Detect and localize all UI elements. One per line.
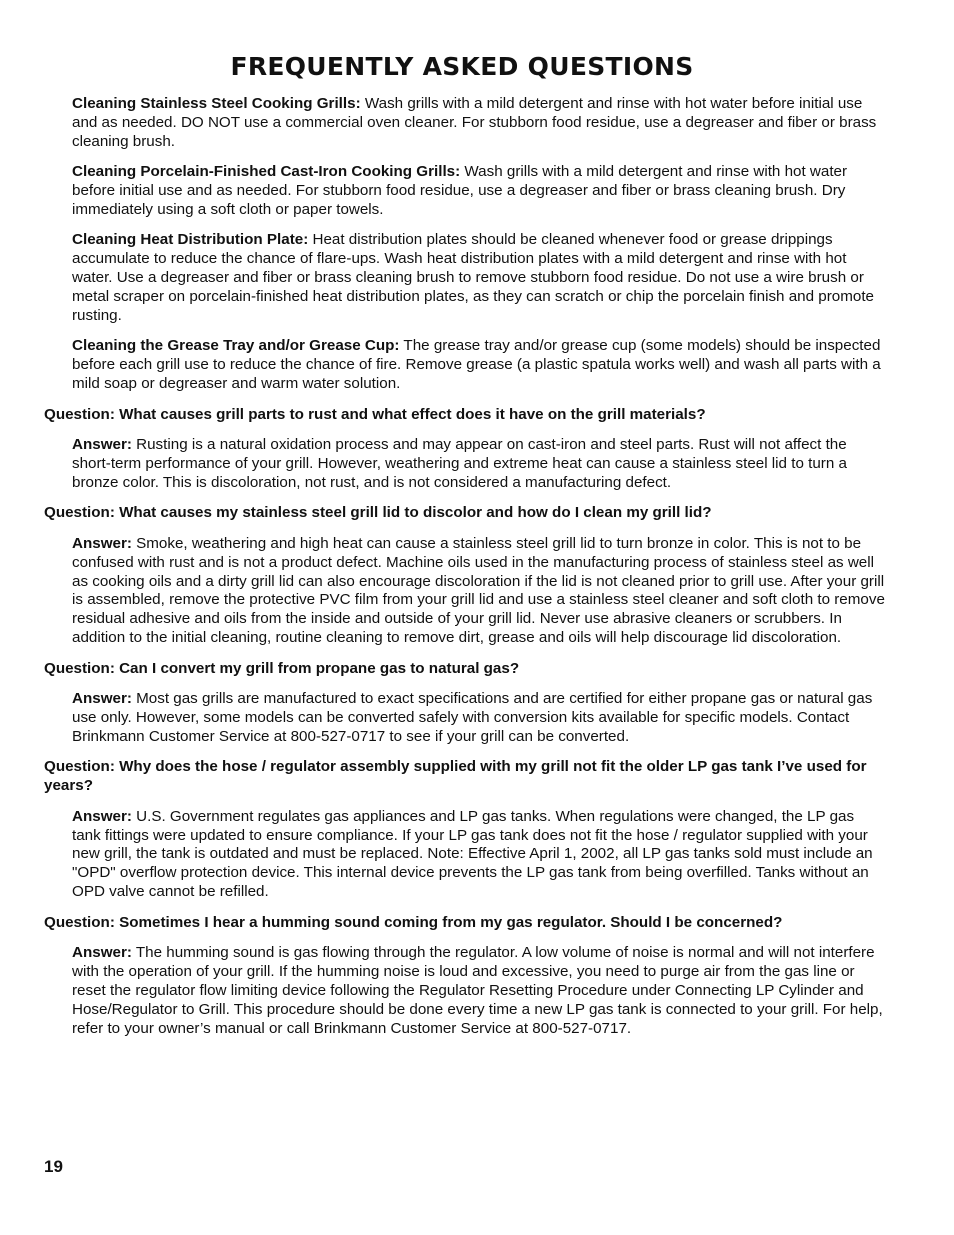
page-number: 19 (44, 1157, 63, 1176)
cleaning-stainless-grills (72, 95, 886, 152)
answer-label: Answer: (72, 534, 132, 552)
paragraph-text: Wash grills with a mild detergent and rinse with hot water before initial use and as needed. DO NOT use a commercial oven cleaner. For stubborn food residue, use a degreaser and fiber or brass cleaning brush. (72, 95, 877, 150)
answer-text: Most gas grills are manufactured to exact specifications and are certified for either propane gas or natural gas use only. However, some models can be converted safely with conversion kits available for specific models. Contact Brinkmann Customer Service at 800-527-0717 to see if your grill can be converted. (72, 690, 873, 745)
answer-text: U.S. Government regulates gas appliances and LP gas tanks. When regulations were changed, the LP gas tank fittings were updated to ensure compliance. If your LP gas tank does not fit the hose / regulator supplied with your new grill, the tank is outdated and must be replaced. Note: Effective April 1, 2002, all LP gas tanks sold must include an "OPD" overflow protection device. This internal device prevents the LP gas tank from being overfilled. Tanks without an OPD valve cannot be refilled. (72, 807, 873, 901)
cleaning-heat-plate (72, 231, 886, 326)
answer-label: Answer: (72, 807, 132, 825)
paragraph-heading: Cleaning Porcelain-Finished Cast-Iron Cooking Grills: (72, 163, 461, 181)
answer-label: Answer: (72, 690, 132, 708)
faq-content (44, 95, 886, 1050)
paragraph-heading: Cleaning Stainless Steel Cooking Grills: (72, 95, 361, 112)
answer-text: The humming sound is gas flowing through the regulator. A low volume of noise is normal and will not interfere with the operation of your grill. If the humming noise is loud and excessive, you need to purge air from the gas line or reset the regulator flow limiting device following the Regulator Resetting Procedure under Connecting LP Cylinder and Hose/Regulator to Grill. This procedure should be done every time a new LP gas tank is connected to your grill. For help, refer to your owner’s manual or call Brinkmann Customer Service at 800-527-0717. (72, 944, 883, 1037)
paragraph-heading: Cleaning the Grease Tray and/or Grease Cup: (72, 337, 400, 355)
paragraph-text: Wash grills with a mild detergent and rinse with hot water before initial use and as needed. For stubborn food residue, use a degreaser and fiber or brass cleaning brush. Dry immediately using a soft cloth or paper towels. (72, 163, 848, 219)
answer-text: Rusting is a natural oxidation process and may appear on cast-iron and steel parts. Rust will not affect the short-term performance of your grill. However, weathering and extreme heat can cause a stainless steel lid to turn a bronze color. This is discoloration, not rust, and is not considered a manufacturing defect. (72, 436, 847, 491)
page-title: FREQUENTLY ASKED QUESTIONS (230, 52, 694, 81)
cleaning-grease-tray (72, 337, 886, 394)
faq-answer (72, 436, 886, 493)
cleaning-porcelain-grills (72, 163, 886, 220)
paragraph-text: The grease tray and/or grease cup (some models) should be inspected before each grill use to reduce the chance of fire. Remove grease (a plastic spatula works well) and wash all parts with a mild soap or degreaser and warm water solution. (72, 337, 881, 393)
faq-answer (72, 808, 886, 903)
faq-answer (72, 535, 886, 648)
faq-question: Question: Can I convert my grill from propane gas to natural gas? (44, 659, 520, 677)
answer-label: Answer: (72, 944, 132, 962)
answer-label: Answer: (72, 436, 132, 454)
faq-question: Question: What causes my stainless steel grill lid to discolor and how do I clean my grill lid? (44, 504, 712, 522)
faq-question: Question: Sometimes I hear a humming sound coming from my gas regulator. Should I be concerned? (44, 913, 783, 931)
paragraph-text: Heat distribution plates should be cleaned whenever food or grease drippings accumulate to reduce the chance of flare-ups. Wash heat distribution plates with a mild detergent and rinse with hot water. Use a degreaser and fiber or brass cleaning brush to remove stubborn food residue. Do not use a wire brush or metal scraper on porcelain-finished heat distribution plates, as they can scratch or chip the porcelain finish and promote rusting. (72, 231, 875, 325)
faq-question: Question: Why does the hose / regulator assembly supplied with my grill not fit the older LP gas tank I’ve used for years? (44, 758, 867, 795)
faq-question: Question: What causes grill parts to rust and what effect does it have on the grill materials? (44, 405, 706, 423)
faq-answer (72, 690, 886, 747)
faq-answer (72, 944, 886, 1039)
paragraph-heading: Cleaning Heat Distribution Plate: (72, 231, 309, 249)
answer-text: Smoke, weathering and high heat can cause a stainless steel grill lid to turn bronze in color. This is not to be confused with rust and is not a product defect. Machine oils used in the manufacturing process of stainless steel as well as cooking oils and a dirty grill lid can also encourage discoloration if the lid is not cleaned prior to grill use. After your grill is assembled, remove the protective PVC film from your grill lid and use a stainless steel cleaner and soft cloth to remove residual adhesive and oils from the inside and outside of your grill lid. Never use abrasive cleaners or scrubbers. In addition to the initial cleaning, routine cleaning to remove dirt, grease and oils will help discourage lid discoloration. (72, 534, 885, 647)
